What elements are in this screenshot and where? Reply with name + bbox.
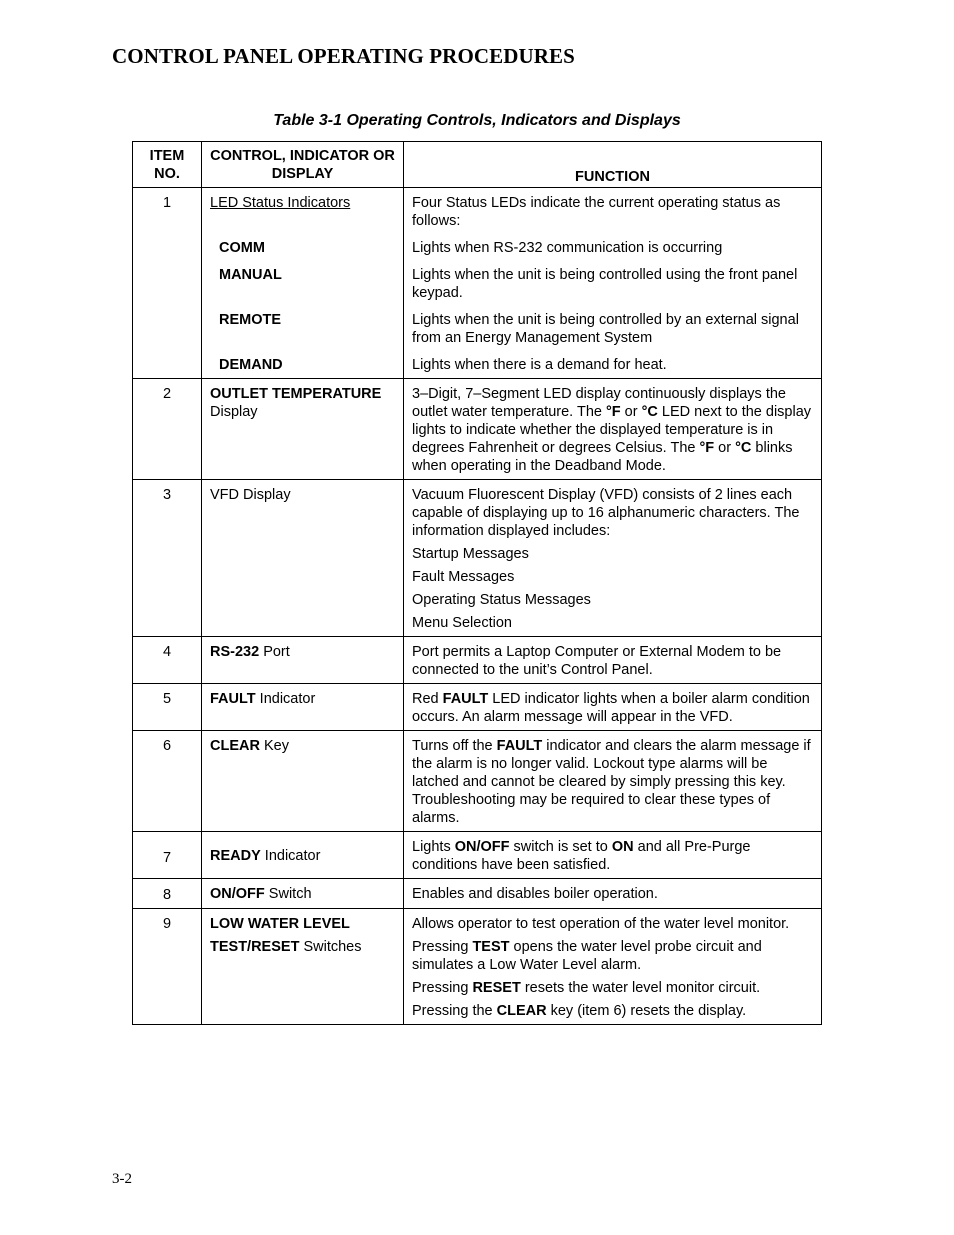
text-run: key (item 6) resets the display. [546, 1003, 747, 1019]
control-name [210, 690, 395, 708]
text-run: or [620, 404, 642, 420]
control-cell [202, 731, 404, 832]
control-name [210, 737, 395, 755]
text-run: and all Pre-Purge conditions have been satisfied. [412, 839, 751, 873]
function-cell [404, 832, 822, 879]
text-run: blinks when operating in the Deadband Mode. [412, 440, 793, 474]
function-cell [404, 684, 822, 731]
text-run: LED next to the display lights to indicate whether the displayed temperature is in degrees Fahrenheit or degrees Celsius. The [412, 404, 812, 456]
control-name: OUTLET TEMPERATURE [210, 386, 382, 402]
table-row [133, 909, 822, 1025]
led-demand-function: Lights when there is a demand for heat. [412, 357, 667, 373]
text-run: Pressing the [412, 1003, 497, 1019]
control-cell [202, 480, 404, 637]
control-name-line2 [210, 938, 395, 956]
header-function-label: FUNCTION [575, 169, 650, 185]
text-run-bold: FAULT [442, 691, 489, 707]
function-text [412, 737, 813, 827]
text-run: LED indicator lights when a boiler alarm condition occurs. An alarm message will appear in the VFD. [412, 691, 810, 725]
led-comm-label: COMM [219, 240, 265, 256]
function-text [412, 938, 813, 974]
function-text: Enables and disables boiler operation. [412, 886, 658, 902]
item-no: 9 [133, 909, 202, 1025]
text-run: Turns off the [412, 738, 497, 754]
header-item-no [133, 142, 202, 188]
control-name-rest: Switch [264, 886, 312, 902]
control-name-rest: Port [259, 644, 290, 660]
led-remote-function: Lights when the unit is being controlled by an external signal from an Energy Management System [412, 312, 799, 346]
header-control-label: CONTROL, INDICATOR OR DISPLAY [210, 148, 395, 182]
function-text [412, 690, 813, 726]
function-text [412, 385, 813, 475]
fahrenheit-symbol: °F [605, 404, 621, 420]
function-text [412, 1002, 813, 1020]
table-row [133, 731, 822, 832]
text-run-bold: ON/OFF [454, 839, 510, 855]
text-run: Lights [412, 839, 455, 855]
function-cell [404, 379, 822, 480]
control-name-bold: ON/OFF [210, 886, 265, 902]
control-cell [202, 879, 404, 909]
led-demand-label: DEMAND [219, 357, 283, 373]
control-name: VFD Display [210, 487, 291, 503]
control-name-bold: READY [210, 848, 261, 864]
text-run: Red [412, 691, 443, 707]
text-run: opens the water level probe circuit and simulates a Low Water Level alarm. [412, 939, 762, 973]
control-cell [202, 909, 404, 1025]
function-cell [404, 188, 822, 379]
header-function [404, 142, 822, 188]
table-row [133, 480, 822, 637]
table-row [133, 188, 822, 379]
fahrenheit-symbol: °F [699, 440, 715, 456]
text-run-bold: CLEAR [496, 1003, 547, 1019]
control-type: Display [210, 404, 258, 420]
item-no: 1 [133, 188, 202, 379]
item-no: 5 [133, 684, 202, 731]
control-name-rest: Indicator [260, 848, 321, 864]
function-text [412, 838, 813, 874]
control-name [210, 847, 395, 865]
function-cell [404, 731, 822, 832]
vfd-info-item: Startup Messages [412, 546, 529, 562]
header-control [202, 142, 404, 188]
function-cell [404, 909, 822, 1025]
header-item-no-label: ITEM NO. [149, 148, 185, 182]
text-run: 3–Digit, 7–Segment LED display continuously displays the outlet water temperature. The [412, 386, 786, 420]
control-name-bold: RS-232 [210, 644, 260, 660]
text-run: switch is set to [509, 839, 612, 855]
control-name: LED Status Indicators [210, 195, 351, 211]
table-row [133, 379, 822, 480]
led-manual-function: Lights when the unit is being controlled using the front panel keypad. [412, 267, 798, 301]
control-name-rest: Indicator [255, 691, 316, 707]
function-text: Vacuum Fluorescent Display (VFD) consists of 2 lines each capable of displaying up to 16 alphanumeric characters. The information displayed includes: [412, 487, 800, 539]
text-run-bold: TEST [472, 939, 510, 955]
text-run: or [714, 440, 736, 456]
control-cell [202, 832, 404, 879]
led-comm-function: Lights when RS-232 communication is occurring [412, 240, 723, 256]
control-cell [202, 188, 404, 379]
vfd-info-item: Fault Messages [412, 569, 515, 585]
item-no: 2 [133, 379, 202, 480]
controls-table [132, 141, 822, 1025]
page-heading: CONTROL PANEL OPERATING PROCEDURES [112, 44, 575, 68]
item-no: 3 [133, 480, 202, 637]
item-no: 7 [133, 832, 202, 879]
text-run-bold: FAULT [496, 738, 543, 754]
function-text: Allows operator to test operation of the water level monitor. [412, 916, 790, 932]
function-cell [404, 637, 822, 684]
item-no: 8 [133, 879, 202, 909]
celsius-symbol: °C [735, 440, 752, 456]
table-row [133, 684, 822, 731]
function-text [412, 979, 813, 997]
item-no: 4 [133, 637, 202, 684]
table-caption: Table 3-1 Operating Controls, Indicators and Displays [273, 112, 681, 129]
function-text: Port permits a Laptop Computer or External Modem to be connected to the unit’s Control Panel. [412, 644, 782, 678]
item-no: 6 [133, 731, 202, 832]
text-run: resets the water level monitor circuit. [520, 980, 761, 996]
table-header-row [133, 142, 822, 188]
led-remote-label: REMOTE [219, 312, 282, 328]
function-cell [404, 879, 822, 909]
control-name [210, 643, 395, 661]
table-row [133, 832, 822, 879]
vfd-info-item: Operating Status Messages [412, 592, 591, 608]
text-run-bold: RESET [472, 980, 521, 996]
function-cell [404, 480, 822, 637]
control-cell [202, 379, 404, 480]
celsius-symbol: °C [641, 404, 658, 420]
table-row [133, 637, 822, 684]
control-name-rest: Key [259, 738, 289, 754]
table-row [133, 879, 822, 909]
text-run: Pressing [412, 980, 473, 996]
control-name-bold: FAULT [210, 691, 256, 707]
page-number: 3-2 [112, 1171, 132, 1187]
text-run: indicator and clears the alarm message if the alarm is no longer valid. Lockout type alarms will be latched and cannot be cleared by simply pressing this key. Troubleshooting may be required to clear these types of alarms. [412, 738, 811, 826]
control-name-bold: TEST/RESET [210, 939, 300, 955]
function-text: Four Status LEDs indicate the current operating status as follows: [412, 195, 781, 229]
text-run: Pressing [412, 939, 473, 955]
control-name: LOW WATER LEVEL [210, 916, 350, 932]
control-name-rest: Switches [299, 939, 362, 955]
vfd-info-item: Menu Selection [412, 615, 512, 631]
control-cell [202, 637, 404, 684]
control-name [210, 885, 395, 903]
text-run-bold: ON [611, 839, 634, 855]
led-manual-label: MANUAL [219, 267, 282, 283]
control-cell [202, 684, 404, 731]
control-name-bold: CLEAR [210, 738, 260, 754]
